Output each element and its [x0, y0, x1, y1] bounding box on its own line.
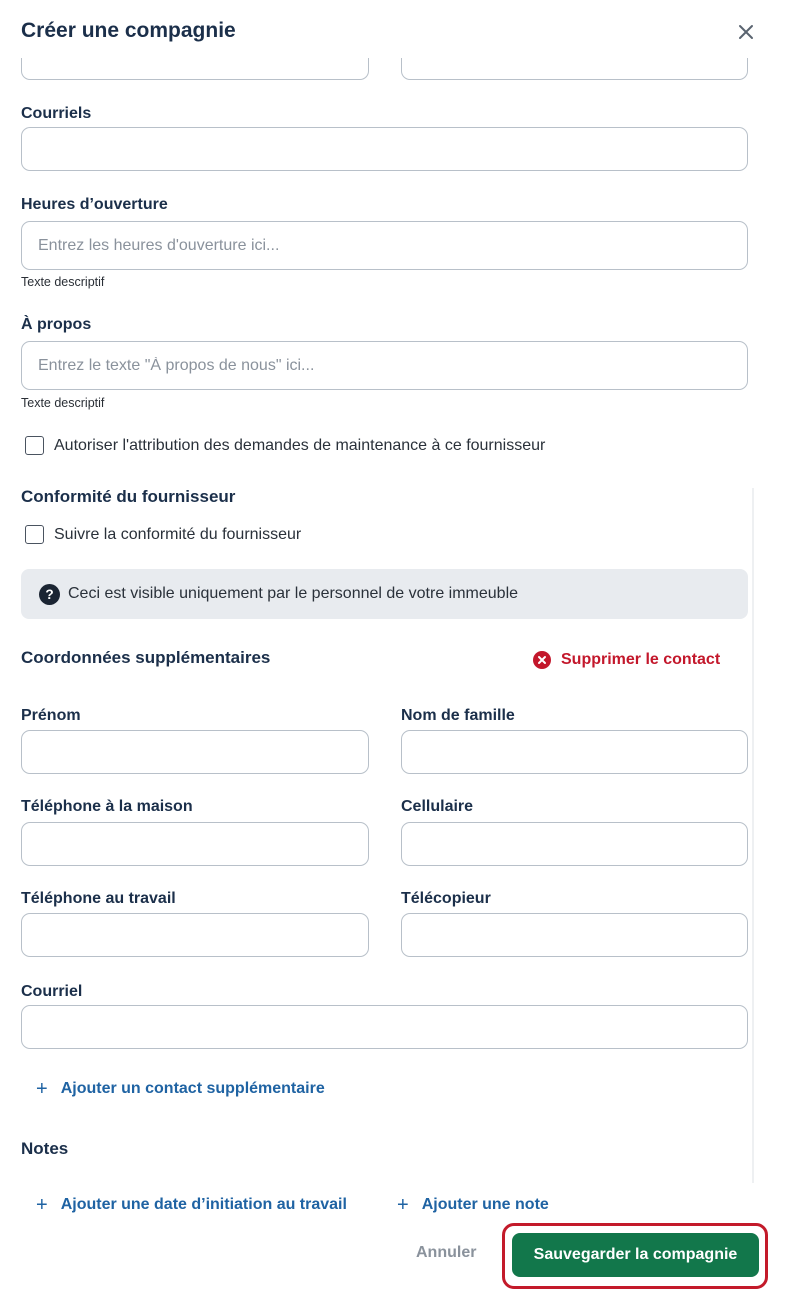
compliance-checkbox-label: Suivre la conformité du fournisseur: [54, 525, 302, 543]
hours-field-wrapper: [21, 221, 748, 270]
fax-label: Télécopieur: [401, 890, 491, 907]
hours-field[interactable]: [22, 222, 747, 269]
add-note-label: Ajouter une note: [421, 1196, 549, 1213]
close-icon: [738, 24, 754, 40]
compliance-title: Conformité du fournisseur: [21, 487, 236, 506]
email-field[interactable]: [22, 1006, 747, 1048]
work-phone-field[interactable]: [22, 914, 368, 956]
cancel-button[interactable]: Annuler: [416, 1244, 477, 1261]
first-name-label: Prénom: [21, 707, 81, 724]
remove-contact-button[interactable]: [533, 651, 720, 669]
remove-contact-label: Supprimer le contact: [561, 651, 721, 668]
first-name-field-wrapper: [21, 730, 369, 774]
compliance-checkbox[interactable]: [25, 525, 44, 544]
fax-field[interactable]: [402, 914, 747, 956]
scrolled-input-right[interactable]: [401, 58, 748, 80]
work-phone-field-wrapper: [21, 913, 369, 957]
maintenance-checkbox[interactable]: [25, 436, 44, 455]
plus-icon: +: [36, 1194, 48, 1216]
add-contact-label: Ajouter un contact supplémentaire: [60, 1080, 325, 1097]
last-name-field-wrapper: [401, 730, 748, 774]
cell-phone-field-wrapper: [401, 822, 748, 866]
question-circle-icon: [39, 584, 60, 605]
maintenance-checkbox-row[interactable]: [25, 436, 545, 455]
close-button[interactable]: [734, 20, 758, 44]
about-field-wrapper: [21, 341, 748, 390]
compliance-checkbox-row[interactable]: [25, 525, 301, 544]
dialog-title: Créer une compagnie: [21, 19, 236, 42]
add-contact-button[interactable]: [36, 1079, 325, 1099]
email-label: Courriel: [21, 983, 83, 1000]
visibility-info-banner: [21, 569, 748, 619]
plus-icon: +: [397, 1194, 409, 1216]
save-company-button[interactable]: Sauvegarder la compagnie: [512, 1233, 759, 1277]
cell-phone-label: Cellulaire: [401, 798, 474, 815]
work-phone-label: Téléphone au travail: [21, 890, 176, 907]
fax-field-wrapper: [401, 913, 748, 957]
x-circle-icon: [533, 651, 551, 669]
scrolled-input-left[interactable]: [21, 58, 369, 80]
add-date-label: Ajouter une date d’initiation au travail: [60, 1196, 347, 1213]
svg-text:?: ?: [45, 586, 54, 602]
add-note-button[interactable]: [397, 1195, 549, 1215]
about-label: À propos: [21, 316, 92, 333]
hours-helper-text: Texte descriptif: [21, 275, 105, 289]
about-field[interactable]: [22, 342, 747, 389]
contact-section-title: Coordonnées supplémentaires: [21, 648, 271, 667]
info-text: Ceci est visible uniquement par le personnel de votre immeuble: [68, 585, 519, 602]
last-name-field[interactable]: [402, 731, 747, 773]
courriels-field-wrapper: [21, 127, 748, 171]
cell-phone-field[interactable]: [402, 823, 747, 865]
add-work-start-date-button[interactable]: [36, 1195, 347, 1215]
plus-icon: +: [36, 1078, 48, 1100]
first-name-field[interactable]: [22, 731, 368, 773]
scroll-track[interactable]: [752, 488, 754, 1183]
courriels-label: Courriels: [21, 105, 92, 122]
about-helper-text: Texte descriptif: [21, 396, 105, 410]
home-phone-field[interactable]: [22, 823, 368, 865]
notes-title: Notes: [21, 1139, 69, 1158]
maintenance-checkbox-label: Autoriser l'attribution des demandes de maintenance à ce fournisseur: [54, 436, 546, 454]
email-field-wrapper: [21, 1005, 748, 1049]
courriels-field[interactable]: [22, 128, 747, 170]
hours-label: Heures d’ouverture: [21, 196, 168, 213]
last-name-label: Nom de famille: [401, 707, 515, 724]
home-phone-label: Téléphone à la maison: [21, 798, 193, 815]
home-phone-field-wrapper: [21, 822, 369, 866]
